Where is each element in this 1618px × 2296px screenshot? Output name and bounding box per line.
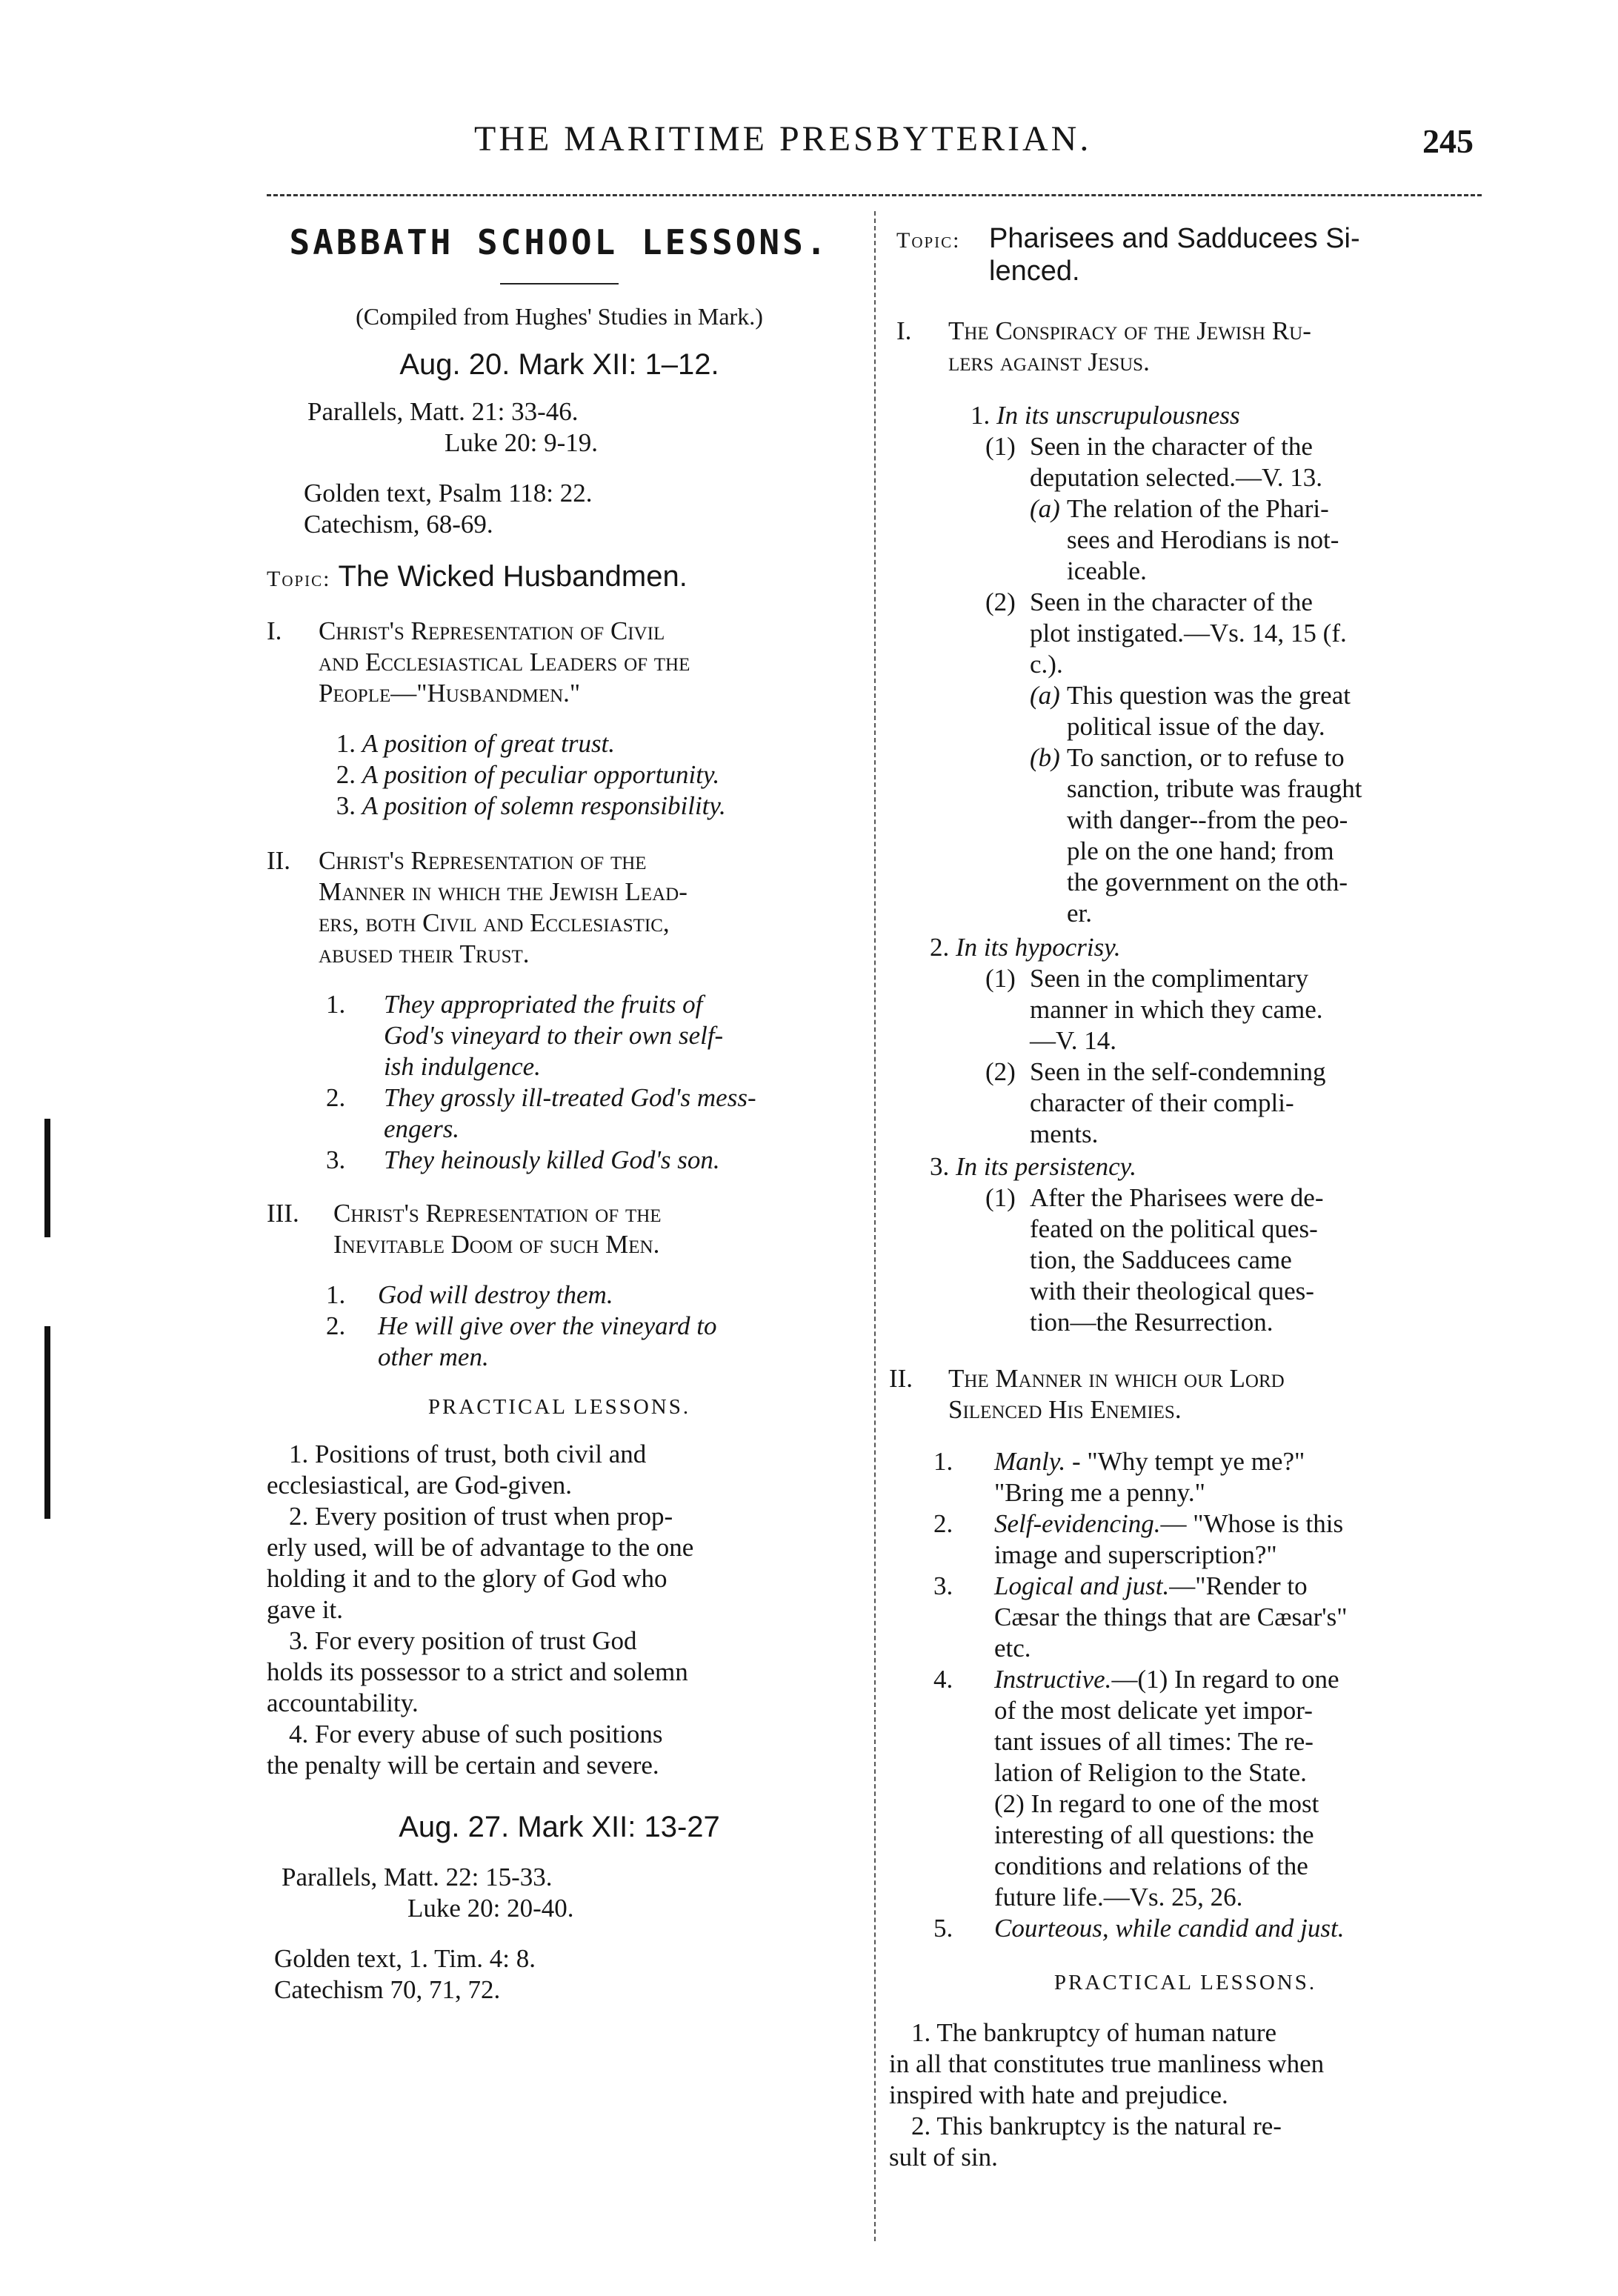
point-number: 1. bbox=[971, 401, 991, 430]
outline-item bbox=[971, 431, 1482, 493]
column-divider bbox=[874, 211, 876, 2241]
outline-section bbox=[889, 316, 1482, 378]
item-text: God will destroy them. bbox=[378, 1280, 613, 1309]
item-text: conditions and relations of the bbox=[994, 1851, 1308, 1880]
lesson-line: gave it. bbox=[267, 1595, 344, 1624]
lesson-date-heading: Aug. 20. Mark XII: 1–12. bbox=[399, 348, 719, 381]
left-column bbox=[267, 215, 852, 2006]
item-text: manner in which they came. bbox=[1030, 995, 1323, 1024]
outline-item bbox=[326, 1311, 852, 1373]
lesson-line: inspired with hate and prejudice. bbox=[889, 2080, 1228, 2109]
item-number: 2. bbox=[326, 1311, 346, 1340]
catechism: Catechism 70, 71, 72. bbox=[274, 1975, 501, 2004]
item-text: —(1) In regard to one bbox=[1111, 1665, 1339, 1694]
topic-title: Pharisees and Sadducees Si- bbox=[989, 223, 1360, 254]
item-number: (1) bbox=[985, 964, 1016, 993]
parallels-luke: Luke 20: 9-19. bbox=[445, 428, 599, 457]
item-text: sanction, tribute was fraught bbox=[1067, 774, 1362, 803]
item-text: er. bbox=[1067, 899, 1093, 928]
section-heading-line: Christ's Representation of Civil bbox=[319, 616, 665, 645]
lesson-line: 1. The bankruptcy of human nature bbox=[911, 2018, 1277, 2047]
lesson-line: sult of sin. bbox=[889, 2143, 998, 2172]
section-numeral: I. bbox=[896, 316, 912, 345]
item-text: - "Why tempt ye me?" bbox=[1065, 1447, 1305, 1476]
section-heading-line: and Ecclesiastical Leaders of the bbox=[319, 648, 690, 676]
item-number: (2) bbox=[985, 588, 1016, 616]
outline-items bbox=[267, 989, 852, 1176]
item-text: deputation selected.—V. 13. bbox=[1030, 463, 1322, 492]
lesson-line: erly used, will be of advantage to the one bbox=[267, 1533, 694, 1562]
section-heading-line: Christ's Representation of the bbox=[333, 1199, 662, 1228]
section-heading-line: Silenced His Enemies. bbox=[948, 1395, 1182, 1424]
item-text: with their theological ques- bbox=[1030, 1277, 1314, 1305]
outline-point bbox=[889, 1151, 1482, 1338]
item-text: lation of Religion to the State. bbox=[994, 1758, 1307, 1787]
lesson-line: holds its possessor to a strict and solemn bbox=[267, 1657, 688, 1686]
practical-lesson bbox=[267, 1625, 852, 1719]
lesson-line: ecclesiastical, are God-given. bbox=[267, 1471, 573, 1500]
golden-text: Golden text, Psalm 118: 22. bbox=[304, 479, 593, 508]
item-text: A position of peculiar opportunity. bbox=[362, 760, 720, 789]
item-number: 2. bbox=[336, 760, 356, 789]
section-numeral: III. bbox=[267, 1199, 299, 1228]
outline-subitem bbox=[971, 742, 1482, 929]
outline-item bbox=[326, 1082, 852, 1145]
golden-text: Golden text, 1. Tim. 4: 8. bbox=[274, 1944, 536, 1973]
outline-subitem bbox=[971, 680, 1482, 742]
item-number: (a) bbox=[1030, 494, 1060, 523]
item-text: Cæsar the things that are Cæsar's" bbox=[994, 1603, 1348, 1631]
item-number: 4. bbox=[933, 1665, 953, 1694]
practical-lesson bbox=[267, 1501, 852, 1625]
section-numeral: II. bbox=[267, 846, 291, 875]
item-text: future life.—Vs. 25, 26. bbox=[994, 1883, 1243, 1911]
item-text: Seen in the character of the bbox=[1030, 588, 1313, 616]
outline-section bbox=[267, 845, 852, 970]
running-head bbox=[0, 119, 1618, 178]
item-number: 1. bbox=[326, 1280, 346, 1309]
item-number: (1) bbox=[985, 432, 1016, 461]
item-text: tion, the Sadducees came bbox=[1030, 1245, 1292, 1274]
practical-lesson bbox=[889, 2017, 1482, 2111]
topic-title: The Wicked Husbandmen. bbox=[338, 560, 688, 593]
item-text: ments. bbox=[1030, 1119, 1099, 1148]
item-number: 5. bbox=[933, 1914, 953, 1943]
item-text: image and superscription?" bbox=[994, 1540, 1277, 1569]
item-text: They grossly ill-treated God's mess- bbox=[384, 1083, 756, 1112]
item-number: 1. bbox=[326, 990, 346, 1019]
item-text: with danger--from the peo- bbox=[1067, 805, 1348, 834]
point-heading: In its unscrupulousness bbox=[996, 401, 1240, 430]
outline-section bbox=[267, 616, 852, 709]
item-number: (a) bbox=[1030, 681, 1060, 710]
item-text: plot instigated.—Vs. 14, 15 (f. bbox=[1030, 619, 1347, 648]
item-text: — "Whose is this bbox=[1160, 1509, 1344, 1538]
item-text: ish indulgence. bbox=[384, 1052, 541, 1081]
item-label: Instructive. bbox=[994, 1665, 1112, 1694]
item-label: Self-evidencing. bbox=[994, 1509, 1161, 1538]
practical-lessons-heading: PRACTICAL LESSONS. bbox=[427, 1395, 691, 1419]
item-text: God's vineyard to their own self- bbox=[384, 1021, 724, 1050]
lesson-line: 1. Positions of trust, both civil and bbox=[289, 1440, 647, 1468]
outline-item bbox=[930, 1057, 1482, 1150]
item-text: iceable. bbox=[1067, 556, 1147, 585]
outline-item bbox=[326, 989, 852, 1082]
item-text: After the Pharisees were de- bbox=[1030, 1183, 1324, 1212]
item-number: (1) bbox=[985, 1183, 1016, 1212]
outline-item bbox=[933, 1913, 1482, 1944]
item-text: They heinously killed God's son. bbox=[384, 1145, 720, 1174]
parallels: Parallels, Matt. 21: 33-46. bbox=[307, 397, 579, 426]
item-number: 1. bbox=[933, 1447, 953, 1476]
item-text: interesting of all questions: the bbox=[994, 1820, 1314, 1849]
item-text: engers. bbox=[384, 1114, 460, 1143]
right-column bbox=[889, 215, 1482, 2173]
scan-margin-mark bbox=[44, 1326, 50, 1519]
lesson-line: accountability. bbox=[267, 1688, 419, 1717]
item-number: 2. bbox=[933, 1509, 953, 1538]
topic-title: lenced. bbox=[989, 256, 1080, 287]
item-text: sees and Herodians is not- bbox=[1067, 525, 1339, 554]
point-heading: In its hypocrisy. bbox=[956, 933, 1121, 962]
point-number: 3. bbox=[930, 1152, 950, 1181]
outline-section bbox=[889, 1363, 1482, 1425]
lesson-line: 2. Every position of trust when prop- bbox=[289, 1502, 673, 1531]
item-text: This question was the great bbox=[1067, 681, 1351, 710]
practical-lessons-heading: PRACTICAL LESSONS. bbox=[1053, 1971, 1317, 1994]
scan-margin-mark bbox=[44, 1119, 50, 1237]
lesson-line: in all that constitutes true manliness when bbox=[889, 2049, 1325, 2078]
lesson-line: the penalty will be certain and severe. bbox=[267, 1751, 659, 1780]
compiled-note: (Compiled from Hughes' Studies in Mark.) bbox=[356, 303, 763, 330]
outline-item bbox=[326, 1145, 852, 1176]
lesson-line: 4. For every abuse of such positions bbox=[289, 1720, 663, 1748]
item-text: Seen in the complimentary bbox=[1030, 964, 1309, 993]
item-text: (2) In regard to one of the most bbox=[994, 1789, 1319, 1818]
item-text: The relation of the Phari- bbox=[1067, 494, 1329, 523]
lesson-date-heading: Aug. 27. Mark XII: 13-27 bbox=[399, 1811, 720, 1843]
item-text: —"Render to bbox=[1169, 1571, 1308, 1600]
page-number: 245 bbox=[1422, 122, 1474, 160]
lesson-topic bbox=[889, 222, 1482, 287]
lesson-line: holding it and to the glory of God who bbox=[267, 1564, 667, 1593]
point-number: 2. bbox=[930, 933, 950, 962]
outline-section bbox=[267, 1198, 852, 1260]
lesson-line: 2. This bankruptcy is the natural re- bbox=[911, 2112, 1282, 2140]
item-text: They appropriated the fruits of bbox=[384, 990, 703, 1019]
outline-items bbox=[267, 1280, 852, 1373]
item-text: Seen in the self-condemning bbox=[1030, 1057, 1326, 1086]
outline-item bbox=[971, 587, 1482, 680]
outline-items bbox=[267, 728, 852, 822]
practical-lesson bbox=[267, 1719, 852, 1781]
item-text: A position of solemn responsibility. bbox=[362, 791, 726, 820]
topic-label: Topic: bbox=[896, 228, 961, 253]
item-text: "Bring me a penny." bbox=[994, 1478, 1205, 1507]
parallels-luke: Luke 20: 20-40. bbox=[407, 1894, 574, 1923]
item-text: To sanction, or to refuse to bbox=[1067, 743, 1345, 772]
item-number: 3. bbox=[336, 791, 356, 820]
section-heading-line: The Conspiracy of the Jewish Ru- bbox=[948, 316, 1311, 345]
item-text: tion—the Resurrection. bbox=[1030, 1308, 1274, 1337]
item-text: —V. 14. bbox=[1030, 1026, 1117, 1055]
journal-title: THE MARITIME PRESBYTERIAN. bbox=[474, 119, 1092, 159]
item-label: Logical and just. bbox=[994, 1571, 1170, 1600]
item-label: Courteous, while candid and just. bbox=[994, 1914, 1345, 1943]
item-text: feated on the political ques- bbox=[1030, 1214, 1318, 1243]
outline-item bbox=[930, 1182, 1482, 1338]
item-number: (2) bbox=[985, 1057, 1016, 1086]
item-number: 3. bbox=[326, 1145, 346, 1174]
item-text: etc. bbox=[994, 1634, 1031, 1663]
item-text: the government on the oth- bbox=[1067, 868, 1348, 896]
item-text: ple on the one hand; from bbox=[1067, 836, 1334, 865]
section-heading-line: lers against Jesus. bbox=[948, 347, 1150, 376]
parallels: Parallels, Matt. 22: 15-33. bbox=[282, 1863, 553, 1891]
section-heading-line: Inevitable Doom of such Men. bbox=[333, 1230, 660, 1259]
outline-item bbox=[933, 1508, 1482, 1571]
practical-lesson bbox=[889, 2111, 1482, 2173]
section-heading-line: ers, both Civil and Ecclesiastic, bbox=[319, 908, 670, 937]
item-text: other men. bbox=[378, 1342, 489, 1371]
practical-lesson bbox=[267, 1439, 852, 1501]
item-number: 3. bbox=[933, 1571, 953, 1600]
item-text: c.). bbox=[1030, 650, 1063, 679]
outline-subitem bbox=[971, 493, 1482, 587]
practical-lessons bbox=[889, 2017, 1482, 2173]
practical-lessons bbox=[267, 1439, 852, 1781]
item-number: (b) bbox=[1030, 743, 1060, 772]
item-number: 1. bbox=[336, 729, 356, 758]
item-text: Seen in the character of the bbox=[1030, 432, 1313, 461]
point-heading: In its persistency. bbox=[956, 1152, 1136, 1181]
catechism: Catechism, 68-69. bbox=[304, 510, 493, 539]
outline-point bbox=[889, 400, 1482, 929]
section-heading-line: abused their Trust. bbox=[319, 939, 530, 968]
item-text: tant issues of all times: The re- bbox=[994, 1727, 1314, 1756]
section-numeral: II. bbox=[889, 1364, 913, 1393]
outline-items bbox=[889, 1446, 1482, 1944]
item-text: of the most delicate yet impor- bbox=[994, 1696, 1313, 1725]
section-heading-line: Christ's Representation of the bbox=[319, 846, 647, 875]
item-number: 2. bbox=[326, 1083, 346, 1112]
lesson-topic bbox=[267, 561, 852, 595]
item-text: He will give over the vineyard to bbox=[378, 1311, 717, 1340]
item-text: A position of great trust. bbox=[362, 729, 616, 758]
header-rule bbox=[267, 194, 1482, 196]
section-numeral: I. bbox=[267, 616, 282, 645]
outline-item bbox=[933, 1664, 1482, 1913]
outline-item bbox=[933, 1446, 1482, 1508]
outline-item bbox=[933, 1571, 1482, 1664]
topic-label: Topic: bbox=[267, 567, 331, 591]
outline-item bbox=[930, 963, 1482, 1057]
section-heading: SABBATH SCHOOL LESSONS. bbox=[289, 222, 830, 262]
lesson-line: 3. For every position of trust God bbox=[289, 1626, 637, 1655]
divider bbox=[500, 283, 619, 284]
item-text: political issue of the day. bbox=[1067, 712, 1325, 741]
outline-point bbox=[889, 932, 1482, 1150]
section-heading-line: The Manner in which our Lord bbox=[948, 1364, 1285, 1393]
item-text: character of their compli- bbox=[1030, 1088, 1294, 1117]
item-label: Manly. bbox=[994, 1447, 1066, 1476]
section-heading-line: People—"Husbandmen." bbox=[319, 679, 581, 708]
outline-item bbox=[326, 1280, 852, 1311]
section-heading-line: Manner in which the Jewish Lead- bbox=[319, 877, 688, 906]
